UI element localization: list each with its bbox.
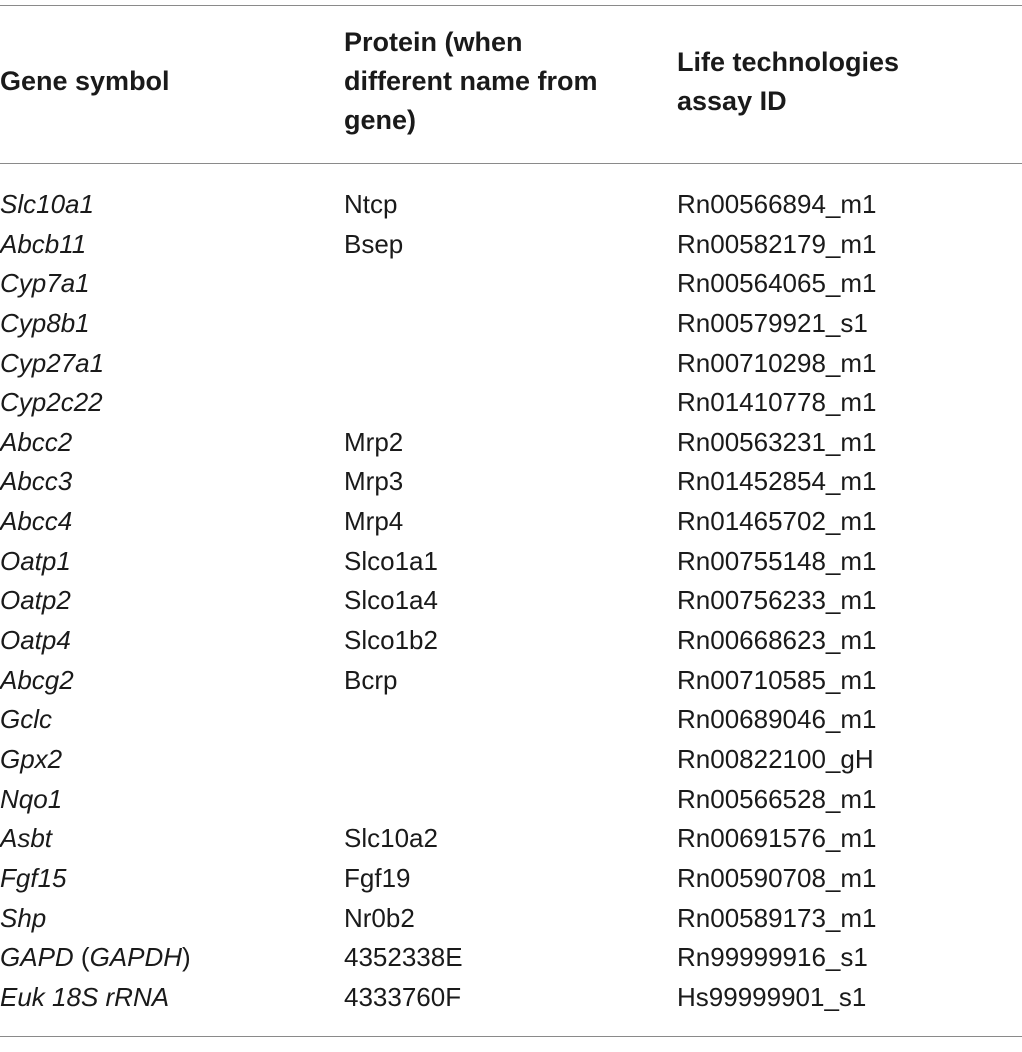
- gene-paren-open: (: [73, 942, 90, 973]
- assay-cell: Rn00668623_m1: [677, 625, 877, 656]
- gene-cell: Euk 18S rRNA: [0, 981, 170, 1012]
- gene-cell: Nqo1: [0, 783, 63, 814]
- assay-cell: Hs99999901_s1: [677, 981, 867, 1012]
- gene-cell: Abcg2: [0, 664, 74, 695]
- protein-cell: 4333760F: [344, 981, 462, 1012]
- protein-cell: Slco1a1: [344, 545, 438, 576]
- protein-cell: Mrp3: [344, 466, 404, 497]
- gene-cell: Slc10a1: [0, 189, 94, 219]
- table-row: [0, 304, 1022, 344]
- table-bottom-rule: [0, 1036, 1022, 1037]
- assay-cell: Rn00564065_m1: [677, 268, 877, 299]
- gene-cell: Cyp27a1: [0, 347, 105, 378]
- assay-cell: Rn00756233_m1: [677, 585, 877, 616]
- protein-cell: 4352338E: [344, 942, 463, 973]
- assay-cell: Rn00710298_m1: [677, 347, 877, 378]
- protein-cell: Slco1b2: [344, 625, 438, 656]
- header-assay-id: Life technologies assay ID: [677, 46, 900, 116]
- table-row: [0, 423, 1022, 463]
- table-row: [0, 899, 1022, 939]
- table-row: [0, 462, 1022, 502]
- assay-cell: Rn01452854_m1: [677, 466, 877, 497]
- protein-cell: Slco1a4: [344, 585, 438, 616]
- assay-cell: Rn00566528_m1: [677, 783, 877, 814]
- gene-cell: Oatp4: [0, 625, 71, 656]
- gene-cell: Cyp7a1: [0, 268, 90, 299]
- header-protein: Protein (when different name from gene): [344, 27, 598, 135]
- assay-cell: Rn00566894_m1: [677, 189, 877, 219]
- protein-cell: Mrp2: [344, 426, 404, 457]
- table-row: [0, 225, 1022, 265]
- table-header: [0, 0, 1022, 163]
- table-row: [0, 661, 1022, 701]
- table-row: [0, 978, 1022, 1018]
- gene-cell: Abcc4: [0, 506, 73, 537]
- assay-cell: Rn00589173_m1: [677, 902, 877, 933]
- gene-cell: Cyp2c22: [0, 387, 103, 418]
- protein-cell: Mrp4: [344, 506, 404, 537]
- table-header-rule: [0, 163, 1022, 164]
- table-row: [0, 780, 1022, 820]
- gene-cell: Oatp2: [0, 585, 71, 616]
- protein-cell: Fgf19: [344, 862, 411, 893]
- gene-cell: Fgf15: [0, 862, 67, 893]
- protein-cell: Bsep: [344, 228, 404, 259]
- assay-cell: Rn00755148_m1: [677, 545, 877, 576]
- table-row: [0, 621, 1022, 661]
- protein-cell: Nr0b2: [344, 902, 415, 933]
- table-body: [0, 185, 1022, 1017]
- gene-cell: Oatp1: [0, 545, 71, 576]
- assay-cell: Rn99999916_s1: [677, 942, 868, 973]
- gene-cell: Cyp8b1: [0, 307, 90, 338]
- assay-cell: Rn00689046_m1: [677, 704, 877, 735]
- table-row: [0, 264, 1022, 304]
- table-row: [0, 542, 1022, 582]
- header-gene-symbol: Gene symbol: [0, 66, 170, 96]
- assay-cell: Rn00590708_m1: [677, 862, 877, 893]
- gene-cell: Asbt: [0, 823, 53, 854]
- gene-alias: GAPDH: [89, 942, 183, 973]
- table-row: [0, 938, 1022, 978]
- assay-cell: Rn00691576_m1: [677, 823, 877, 854]
- assay-cell: Rn01465702_m1: [677, 506, 877, 537]
- gene-cell: Abcc3: [0, 466, 73, 497]
- gene-cell: Gpx2: [0, 743, 63, 774]
- table-row: [0, 383, 1022, 423]
- table-row: [0, 819, 1022, 859]
- assay-cell: Rn00582179_m1: [677, 228, 877, 259]
- protein-cell: Bcrp: [344, 664, 398, 695]
- assay-cell: Rn00579921_s1: [677, 307, 868, 338]
- assay-cell: Rn01410778_m1: [677, 387, 877, 418]
- table-row: [0, 859, 1022, 899]
- table-row: [0, 581, 1022, 621]
- gene-paren-close: ): [182, 942, 191, 973]
- protein-cell: Slc10a2: [344, 823, 438, 854]
- assay-cell: Rn00710585_m1: [677, 664, 877, 695]
- table-row: [0, 502, 1022, 542]
- protein-cell: Ntcp: [344, 189, 398, 219]
- gene-name: GAPD: [0, 942, 74, 973]
- table-row: [0, 740, 1022, 780]
- assay-cell: Rn00822100_gH: [677, 743, 874, 774]
- gene-cell: Gclc: [0, 704, 52, 735]
- assay-cell: Rn00563231_m1: [677, 426, 877, 457]
- table-row: [0, 700, 1022, 740]
- table-row: [0, 344, 1022, 384]
- gene-cell: Abcb11: [0, 228, 87, 259]
- gene-cell: [0, 938, 191, 978]
- gene-cell: Abcc2: [0, 426, 73, 457]
- table-row: [0, 185, 1022, 225]
- gene-cell: Shp: [0, 902, 47, 933]
